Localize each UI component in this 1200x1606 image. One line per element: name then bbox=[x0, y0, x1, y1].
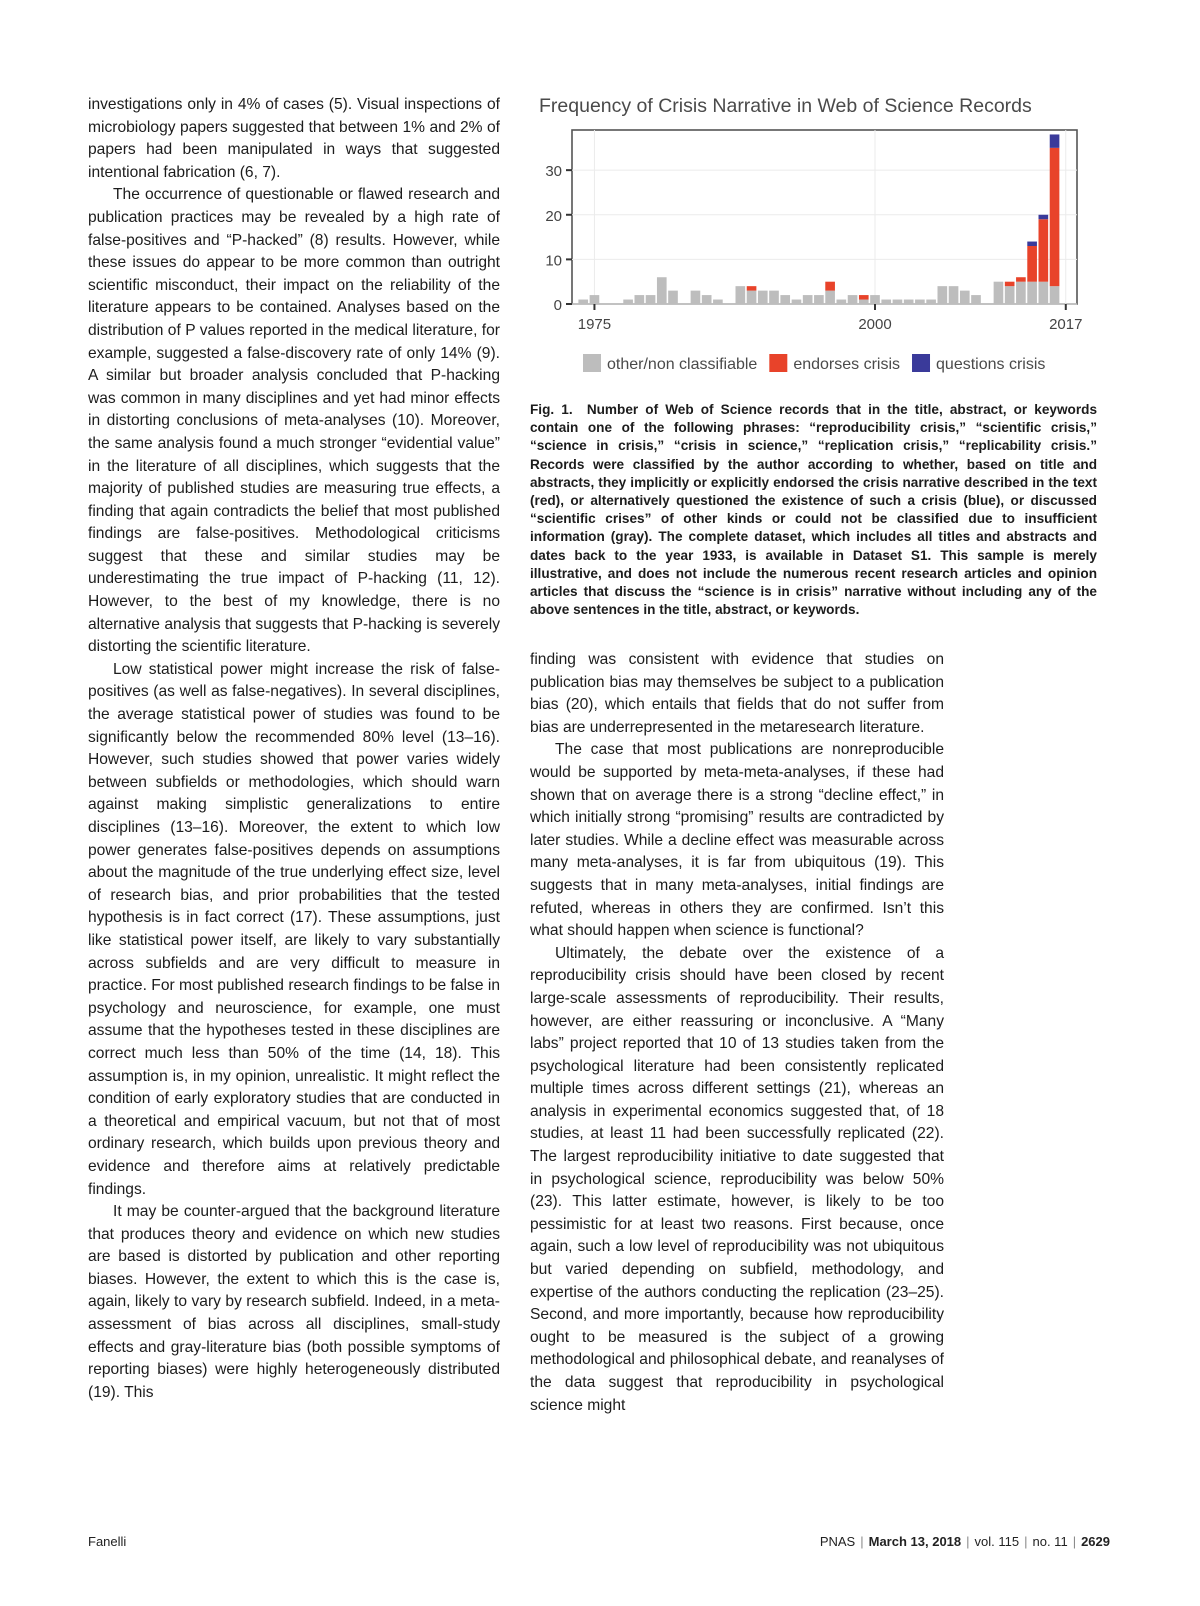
bar-1978-other-non-classifiable bbox=[623, 300, 633, 304]
bar-2015-other-non-classifiable bbox=[1039, 282, 1049, 304]
bar-2012-other-non-classifiable bbox=[1005, 286, 1015, 304]
crisis-narrative-chart bbox=[527, 90, 1107, 390]
bar-1989-endorses-crisis bbox=[747, 286, 757, 290]
y-tick-label-20: 20 bbox=[545, 207, 562, 225]
bar-1975-other-non-classifiable bbox=[590, 295, 600, 304]
bar-2014-other-non-classifiable bbox=[1027, 282, 1037, 304]
bar-1981-other-non-classifiable bbox=[657, 277, 667, 304]
bar-2006-other-non-classifiable bbox=[938, 286, 948, 304]
legend-label-endorses-crisis: endorses crisis bbox=[793, 356, 901, 373]
legend-label-other-non-classifiable: other/non classifiable bbox=[607, 356, 758, 373]
bar-2014-endorses-crisis bbox=[1027, 246, 1037, 282]
figure-caption bbox=[530, 401, 1097, 619]
bar-2016-questions-crisis bbox=[1050, 134, 1060, 147]
y-tick-label-30: 30 bbox=[545, 163, 562, 181]
bar-1998-other-non-classifiable bbox=[848, 295, 858, 304]
right-paragraph-1: finding was consistent with evidence that studies on publication bias may themselves be subject to a publication bias (20), which entails that fields that do not suffer from bias are underrepresented in the metaresearch literature. bbox=[530, 651, 944, 736]
bar-1988-other-non-classifiable bbox=[736, 286, 746, 304]
footer-author: Fanelli bbox=[88, 1534, 127, 1549]
left-paragraph-4: It may be counter-argued that the background literature that produces theory and evidence on which new studies are based is distorted by publication and other reporting biases. However, the extent to which this is the case is, again, likely to vary by research subfield. Indeed, in a meta-assessment of bias across all disciplines, small-study effects and gray-literature bias (both possible symptoms of reporting biases) were highly heterogeneously distributed (19). This bbox=[88, 1203, 500, 1401]
y-tick-label-0: 0 bbox=[553, 297, 562, 314]
y-tick-label-10: 10 bbox=[545, 252, 562, 270]
bar-2008-other-non-classifiable bbox=[960, 291, 970, 304]
bar-2011-other-non-classifiable bbox=[994, 282, 1004, 304]
bar-2013-other-non-classifiable bbox=[1016, 282, 1026, 304]
legend-swatch-endorses-crisis bbox=[769, 354, 787, 372]
bar-1995-other-non-classifiable bbox=[814, 295, 824, 304]
figure-label: Fig. 1. bbox=[530, 402, 573, 417]
bar-1989-other-non-classifiable bbox=[747, 291, 757, 304]
left-column bbox=[88, 94, 500, 1404]
bar-1993-other-non-classifiable bbox=[792, 300, 802, 304]
x-tick-label-2000: 2000 bbox=[858, 316, 892, 333]
plot-panel bbox=[572, 130, 1077, 304]
footer-issue: no. 11 bbox=[1032, 1534, 1068, 1549]
bar-2016-endorses-crisis bbox=[1050, 148, 1060, 286]
bar-1997-other-non-classifiable bbox=[837, 300, 847, 304]
bar-2001-other-non-classifiable bbox=[881, 300, 891, 304]
bar-2003-other-non-classifiable bbox=[904, 300, 914, 304]
caption-text: Number of Web of Science records that in the title, abstract, or keywords contain one of the following phrases: “reproducibility crisis,” “scientific crisis,” “science in crisis,” “crisis in science,” “replication crisis,” “replicability crisis.” Records were classified by the author according to whether, based on title and abstracts, they implicitly or explicitly endorsed the crisis narrative described in the text (red), or alternatively questioned the existence of such a crisis (blue), or discussed “scientific crises” of other kinds or could not be classified due to insufficient information (gray). The complete dataset, which includes all titles and abstracts and dates back to the year 1933, is available in Dataset S1. This sample is merely illustrative, and does not include the numerous recent research articles and opinion articles that discuss the “science is in crisis” narrative without including any of the above sentences in the title, abstract, or keywords. bbox=[530, 402, 1098, 618]
bar-1986-other-non-classifiable bbox=[713, 300, 723, 304]
legend bbox=[583, 354, 1045, 373]
chart-title: Frequency of Crisis Narrative in Web of Science Records bbox=[539, 95, 1032, 117]
bar-1980-other-non-classifiable bbox=[646, 295, 656, 304]
bar-2015-endorses-crisis bbox=[1039, 219, 1049, 281]
bar-2016-other-non-classifiable bbox=[1050, 286, 1060, 304]
bar-2007-other-non-classifiable bbox=[949, 286, 959, 304]
legend-label-questions-crisis: questions crisis bbox=[936, 356, 1046, 373]
bar-2015-questions-crisis bbox=[1039, 215, 1049, 219]
footer-citation: PNAS | March 13, 2018 | vol. 115 | no. 11 | 2629 bbox=[819, 1534, 1110, 1549]
bar-2013-endorses-crisis bbox=[1016, 277, 1026, 281]
bar-1999-endorses-crisis bbox=[859, 295, 869, 299]
bar-1999-other-non-classifiable bbox=[859, 300, 869, 304]
bar-2005-other-non-classifiable bbox=[926, 300, 936, 304]
bar-1996-endorses-crisis bbox=[825, 282, 835, 291]
bar-2012-endorses-crisis bbox=[1005, 282, 1015, 286]
left-paragraph-1: investigations only in 4% of cases (5). Visual inspections of microbiology papers suggested that between 1% and 2% of papers had been manipulated in ways that suggested intentional fabrication (6, 7). bbox=[88, 96, 500, 181]
x-tick-label-2017: 2017 bbox=[1049, 316, 1083, 333]
bar-1985-other-non-classifiable bbox=[702, 295, 712, 304]
bar-2004-other-non-classifiable bbox=[915, 300, 925, 304]
footer-page: 2629 bbox=[1081, 1534, 1110, 1549]
bar-1996-other-non-classifiable bbox=[825, 291, 835, 304]
right-paragraph-2: The case that most publications are nonreproducible would be supported by meta-meta-analyses, if these had shown that on average there is a strong “decline effect,” in which initially strong “promising” results are contradicted by later studies. While a decline effect was measurable across many meta-analyses, it is far from ubiquitous (19). This suggests that in many meta-analyses, initial findings are refuted, whereas in others they are confirmed. Isn’t this what should happen when science is functional? bbox=[530, 741, 944, 940]
left-paragraph-3: Low statistical power might increase the risk of false-positives (as well as false-negatives). In several disciplines, the average statistical power of studies was found to be significantly below the recommended 80% level (13–16). However, such studies showed that power varies widely between subfields or methodologies, which should warn against making simplistic generalizations to entire disciplines (13–16). Moreover, the extent to which low power generates false-positives depends on assumptions about the magnitude of the true underlying effect size, level of research bias, and prior probabilities that the tested hypothesis is in fact correct (17). These assumptions, just like statistical power itself, are likely to vary substantially across subfields and are very difficult to measure in practice. For most published research findings to be false in psychology and neuroscience, for example, one must assume that the hypotheses tested in these disciplines are correct much less than 50% of the time (14, 18). This assumption is, in my opinion, unrealistic. It might reflect the condition of early exploratory studies that are conducted in a theoretical and empirical vacuum, but not that of most ordinary research, which builds upon previous theory and evidence and therefore aims at relatively predictable findings. bbox=[88, 660, 500, 1198]
bar-1974-other-non-classifiable bbox=[578, 300, 588, 304]
bar-1991-other-non-classifiable bbox=[769, 291, 779, 304]
legend-swatch-questions-crisis bbox=[912, 354, 930, 372]
footer-journal: PNAS bbox=[819, 1534, 856, 1549]
bar-1982-other-non-classifiable bbox=[668, 291, 678, 304]
bar-1994-other-non-classifiable bbox=[803, 295, 813, 304]
bar-1992-other-non-classifiable bbox=[780, 295, 790, 304]
x-tick-label-1975: 1975 bbox=[577, 316, 612, 333]
legend-swatch-other-non-classifiable bbox=[583, 354, 601, 372]
bar-1979-other-non-classifiable bbox=[635, 295, 645, 304]
bar-2002-other-non-classifiable bbox=[893, 300, 903, 304]
bar-2009-other-non-classifiable bbox=[971, 295, 981, 304]
bar-2014-questions-crisis bbox=[1027, 242, 1037, 246]
footer-volume: vol. 115 bbox=[974, 1534, 1020, 1549]
bar-1984-other-non-classifiable bbox=[691, 291, 701, 304]
bar-1990-other-non-classifiable bbox=[758, 291, 768, 304]
right-paragraph-3: Ultimately, the debate over the existence of a reproducibility crisis should have been closed by recent large-scale assessments of reproducibility. Their results, however, are either reassuring or inconclusive. A “Many labs” project reported that 10 of 13 studies taken from the psychological literature had been consistently replicated multiple times across different settings (21), whereas an analysis in experimental economics suggested that, of 18 studies, at least 11 had been successfully replicated (22). The largest reproducibility initiative to date suggested that in psychological science, reproducibility was below 50% (23). This latter estimate, however, is likely to be too pessimistic for at least two reasons. First because, once again, such a low level of reproducibility was not ubiquitous but varied depending on subfield, methodology, and expertise of the authors conducting the replication (23–25). Second, and more importantly, because how reproducibility ought to be measured is the subject of a growing methodological and philosophical debate, and reanalyses of the data suggest that reproducibility in psychological science might bbox=[530, 944, 944, 1414]
right-column bbox=[530, 649, 944, 1417]
footer-date: March 13, 2018 bbox=[868, 1534, 962, 1549]
bar-2000-other-non-classifiable bbox=[870, 295, 880, 304]
left-paragraph-2: The occurrence of questionable or flawed research and publication practices may be revealed by a high rate of false-positives and “P-hacked” (8) results. However, while these issues do appear to be more common than outright scientific misconduct, their impact on the reliability of the literature appears to be contained. Analyses based on the distribution of P values reported in the medical literature, for example, suggested a false-discovery rate of only 14% (9). A similar but broader analysis concluded that P-hacking was common in many disciplines and yet had minor effects in distorting conclusions of meta-analyses (10). Moreover, the same analysis found a much stronger “evidential value” in the literature of all disciplines, which suggests that the majority of published studies are measuring true effects, a finding that again contradicts the belief that most published findings are false-positives. Methodological criticisms suggest that these and similar studies may be underestimating the true impact of P-hacking (11, 12). However, to the best of my knowledge, there is no alternative analysis that suggests that P-hacking is severely distorting the scientific literature. bbox=[88, 186, 500, 656]
